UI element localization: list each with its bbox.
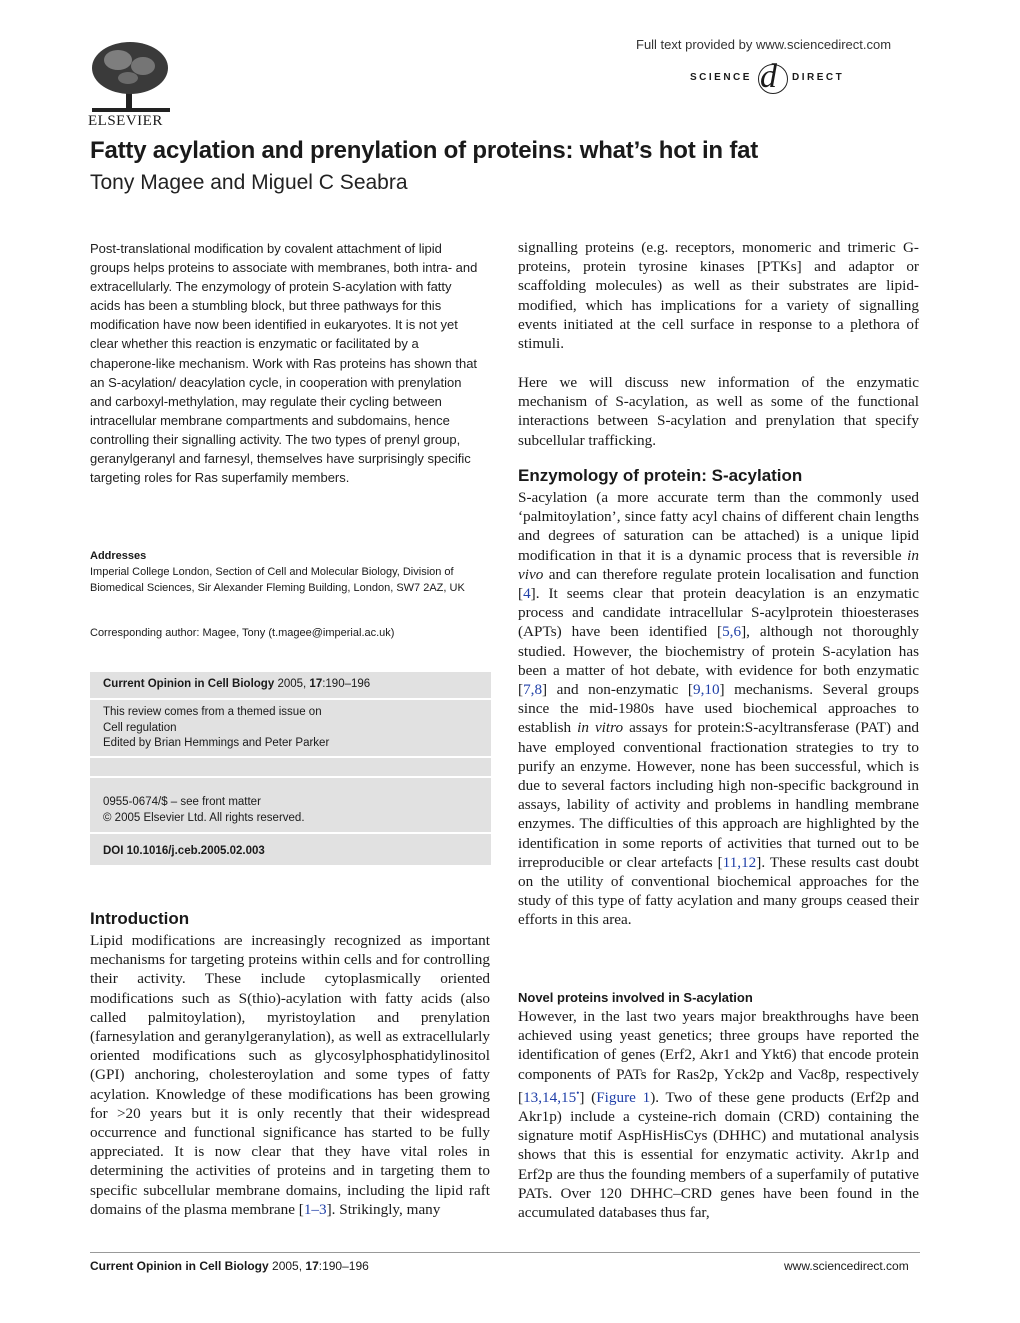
enzymology-heading: Enzymology of protein: S-acylation: [518, 466, 803, 485]
reference-link[interactable]: 11,12: [722, 853, 757, 871]
publisher-name: ELSEVIER: [88, 113, 163, 129]
novel-text-c: ). Two of these gene products (Erf2p and Akr1p) include a cysteine-rich domain (CRD) containing the signature motif AspHisHisCys (DHHC) and mutational analysis shows that this is essential for enzymatic activity. Akr1p and Erf2p are thus the founding members of a superfamily of putative PATs. Over 120 DHHC–CRD genes have been found in the accumulated databases thus far,: [518, 1088, 919, 1222]
introduction-heading: Introduction: [90, 909, 190, 928]
footer-divider: [90, 1252, 920, 1253]
infobox-issue-3: Edited by Brian Hemmings and Peter Parker: [103, 737, 330, 749]
infobox-divider: [90, 756, 491, 758]
corresponding-author: Corresponding author: Magee, Tony (t.magee@imperial.ac.uk): [90, 627, 395, 639]
infobox-issue-1: This review comes from a themed issue on: [103, 706, 322, 718]
footer-volume: 17: [305, 1259, 319, 1273]
infobox-copyright: © 2005 Elsevier Ltd. All rights reserved.: [103, 812, 305, 824]
enz-text-g: assays for protein:S-acyltransferase (PAT) and have employed conventional fractionation strategies to try to purify an enzyme. However, none has been successful, which is due to several factors including high non-specific background in assays, lability of activity and problems in handling membrane enzymes. The difficulties of this approach are highlighted by the identification in some reports of activities that turned out to be irreproducible or clear artefacts [: [518, 719, 920, 871]
addresses: [90, 548, 482, 596]
novel-proteins-text: [518, 1007, 919, 1222]
reference-link[interactable]: 5,6: [722, 623, 742, 641]
infobox-journal: Current Opinion in Cell Biology: [103, 678, 275, 690]
recommended-marker: •: [576, 1087, 580, 1098]
sd-logo-circle: [758, 64, 788, 94]
enz-text-b: and can therefore regulate protein localisation and function [: [518, 565, 919, 603]
infobox-doi[interactable]: DOI 10.1016/j.ceb.2005.02.003: [103, 845, 265, 857]
enz-in-vitro: in vitro: [577, 719, 624, 737]
article-authors: Tony Magee and Miguel C Seabra: [90, 171, 408, 194]
infobox-issn: 0955-0674/$ – see front matter: [103, 796, 261, 808]
footer-citation: [90, 1259, 369, 1273]
enz-text-c: ]. It seems clear that protein deacylation is an enzymatic process and candidate intracellular S-acylprotein thioesterases (APTs) have been identified [: [518, 585, 919, 641]
reference-link[interactable]: 7,8: [523, 681, 543, 699]
infobox-year: 2005,: [277, 678, 307, 690]
infobox-pages: :190–196: [322, 678, 371, 690]
enz-text-h: ]. These results cast doubt on the utility of conventional biochemical approaches for the study of this type of fatty acylation and many groups ceased their efforts in this area.: [518, 853, 919, 929]
reference-link[interactable]: 1–3: [303, 1200, 327, 1218]
introduction-text: [90, 931, 490, 1219]
info-box: [90, 672, 491, 865]
sd-logo-left: SCIENCE: [690, 72, 752, 83]
footer-pages: :190–196: [318, 1259, 369, 1273]
body-paragraph: Here we will discuss new information of the enzymatic mechanism of S-acylation, as well as some of the functional interactions between S-acylation and prenylation that specify subcellular trafficking.: [518, 374, 919, 449]
figure-link[interactable]: Figure 1: [596, 1088, 651, 1106]
body-paragraph: signalling proteins (e.g. receptors, monomeric and trimeric G-proteins, protein tyrosine kinases [PTKs] and adaptor or scaffolding molecules) as well as their substrates are lipid-modified, which has implications for a variety of signalling events initiated at the cell surface in response to a plethora of stimuli.: [518, 239, 919, 353]
reference-link[interactable]: 4: [523, 585, 531, 603]
sciencedirect-logo[interactable]: [690, 58, 920, 98]
addresses-text: Imperial College London, Section of Cell and Molecular Biology, Division of Biomedical Sciences, Sir Alexander Fleming Building, London, SW7 2AZ, UK: [90, 566, 465, 594]
footer-year: 2005,: [272, 1259, 303, 1273]
footer-journal: Current Opinion in Cell Biology: [90, 1259, 269, 1273]
infobox-divider: [90, 776, 491, 778]
sd-logo-mark: d: [760, 58, 777, 95]
enz-text-f: ] mechanisms. Several groups since the mid-1980s have used biochemical approaches to establish: [518, 681, 919, 737]
reference-link[interactable]: 9,10: [692, 681, 720, 699]
infobox-citation: [103, 678, 370, 690]
novel-proteins-heading: Novel proteins involved in S-acylation: [518, 990, 753, 1005]
reference-link[interactable]: 13,14,15: [523, 1088, 577, 1106]
addresses-heading: Addresses: [90, 550, 147, 562]
sd-logo-right: DIRECT: [792, 72, 845, 83]
enz-text-e: ] and non-enzymatic [: [542, 681, 693, 699]
infobox-issue-2: Cell regulation: [103, 722, 177, 734]
enz-in-vivo: in vivo: [518, 546, 919, 583]
footer-url[interactable]: www.sciencedirect.com: [784, 1259, 909, 1273]
intro-text-b: ]. Strikingly, many: [326, 1200, 441, 1218]
full-text-note[interactable]: Full text provided by www.sciencedirect.com: [636, 37, 892, 52]
novel-text-a: However, in the last two years major breakthroughs have been achieved using yeast genetics; three groups have reported the identification of genes (Erf2, Akr1 and Ykt6) that encode protein components of PATs for Ras2p, Yck2p and Vac8p, respectively [: [518, 1008, 919, 1106]
article-title: Fatty acylation and prenylation of proteins: what’s hot in fat: [90, 137, 759, 164]
enz-text-a: S-acylation (a more accurate term than the commonly used ‘palmitoylation’, since fatty acyl chains of different chain lengths and degrees of saturation can be attached) is a unique lipid modification in that it is a dynamic process that is reversible: [518, 489, 919, 564]
infobox-divider: [90, 698, 491, 700]
abstract: Post-translational modification by covalent attachment of lipid groups helps proteins to associate with membranes, both intra- and extracellularly. The enzymology of protein S-acylation with fatty acids has been a stumbling block, but three pathways for this modification have now been identified in eukaryotes. It is not yet clear whether this reaction is enzymatic or facilitated by a chaperone-like mechanism. Work with Ras proteins has shown that an S-acylation/ deacylation cycle, in cooperation with prenylation and carboxyl-methylation, may regulate their cycling between intracellular membrane compartments and subdomains, hence controlling their signalling activity. The two types of prenyl group, geranylgeranyl and farnesyl, themselves have surprisingly specific targeting roles for Ras superfamily members.: [90, 241, 478, 486]
enzymology-text: [518, 488, 919, 930]
infobox-divider: [90, 832, 491, 834]
enz-text-d: ], although not thoroughly studied. However, the biochemistry of protein S-acylation has been a matter of hot debate, with evidence for both enzymatic [: [518, 623, 919, 699]
novel-text-b: ] (: [579, 1088, 597, 1106]
intro-text-a: Lipid modifications are increasingly recognized as important mechanisms for targeting proteins within cells and for controlling their activity. These include cytoplasmically oriented modifications such as S(thio)-acylation with fatty acids (also called palmitoylation), myristoylation and prenylation (farnesylation and geranylgeranylation), as well as extracellularly oriented modifications such as glycosylphosphatidylinositol (GPI) anchoring, cholesteroylation and some types of fatty acylation. Knowledge of these modifications has been growing for >20 years but it is only recently that their widespread occurrence and functional significance has started to be fully appreciated. It is now clear that they have vital roles in determining the activities of proteins and in targeting them to specific subcellular membrane domains, including the lipid raft domains of the plasma membrane [: [90, 932, 490, 1218]
infobox-volume: 17: [309, 678, 323, 690]
